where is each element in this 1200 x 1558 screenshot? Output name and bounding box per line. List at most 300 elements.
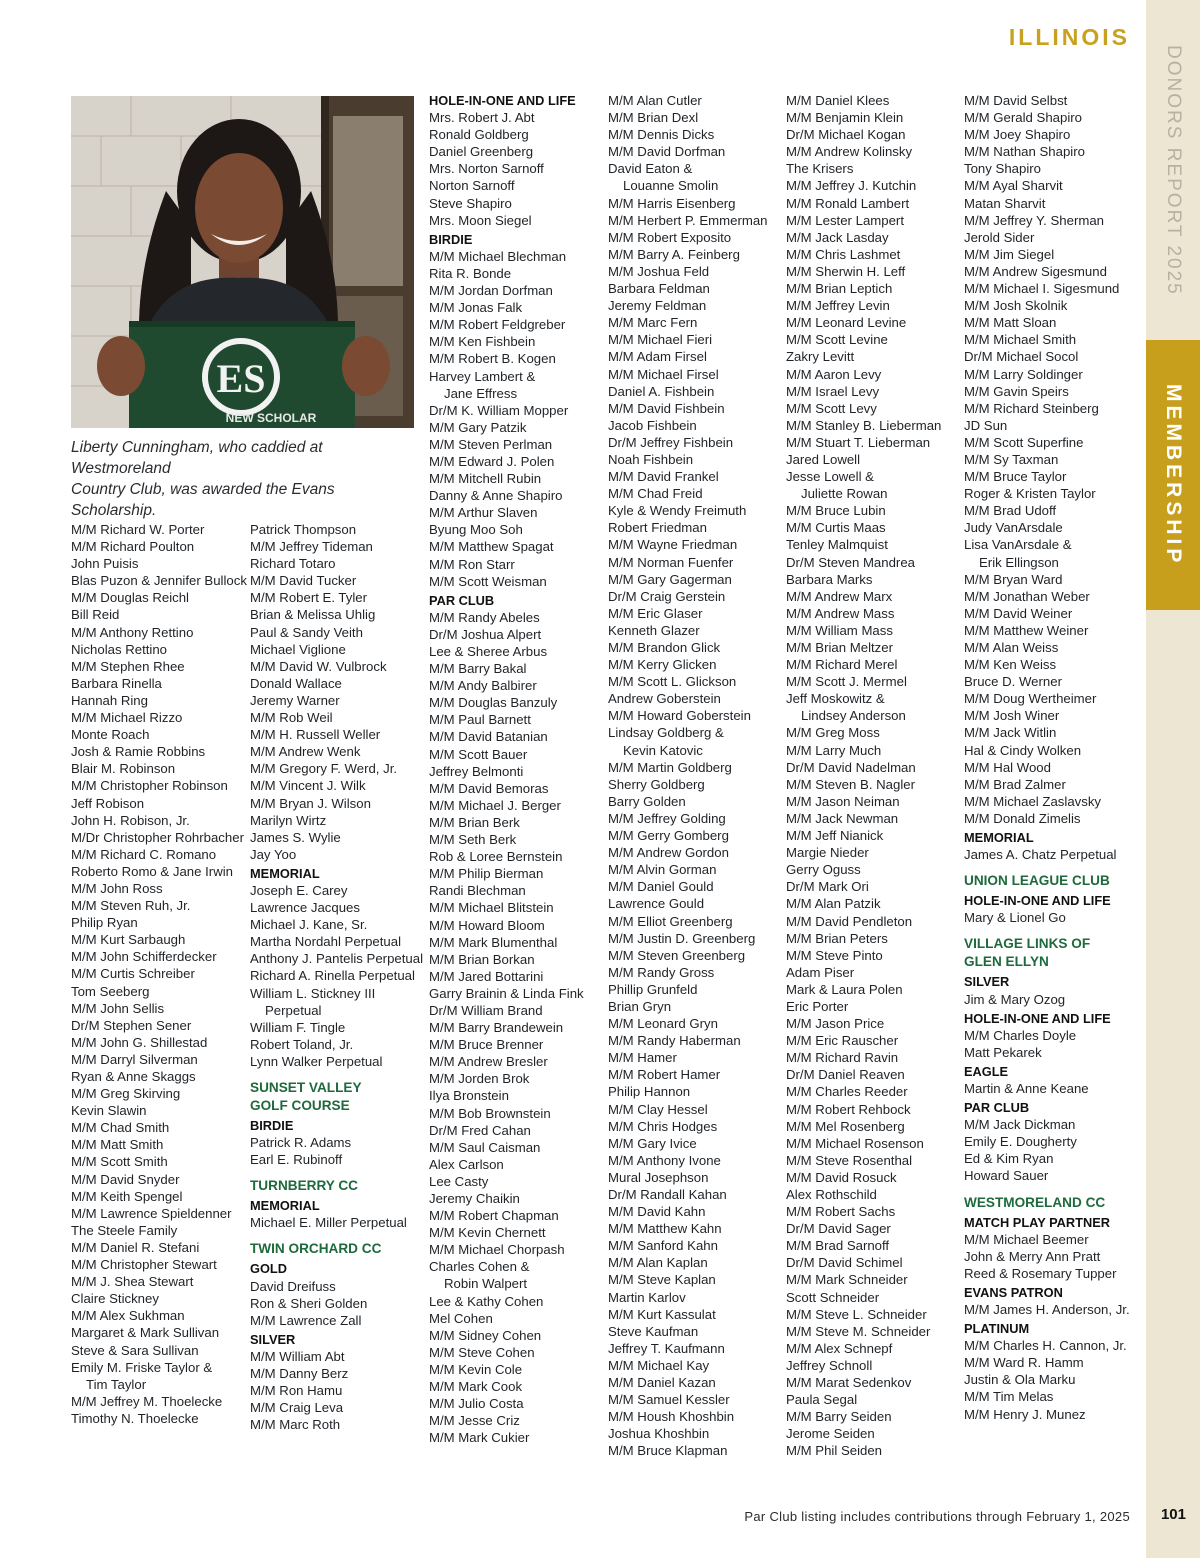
donor-name: The Steele Family: [71, 1222, 178, 1238]
donor-column-3: [429, 92, 584, 1446]
donor-name-continued: Tim Taylor: [86, 1376, 147, 1392]
donor-name: M/M Richard Steinberg: [964, 400, 1099, 416]
donor-name: M/Dr Christopher Rohrbacher: [71, 829, 244, 845]
donor-name: M/M Lawrence Zall: [250, 1312, 362, 1328]
donor-name: M/M Mark Blumenthal: [429, 934, 558, 950]
donor-name: M/M William Mass: [786, 622, 893, 638]
donor-name: M/M Richard C. Romano: [71, 846, 217, 862]
donor-name: JD Sun: [964, 417, 1008, 433]
donor-name: M/M Curtis Maas: [786, 520, 886, 536]
donor-name: M/M Sidney Cohen: [429, 1327, 542, 1343]
donor-name: M/M Charles Reeder: [786, 1084, 908, 1100]
club-heading: SUNSET VALLEY: [250, 1080, 362, 1095]
donor-name: M/M Brian Berk: [429, 814, 520, 830]
donor-name: Dr/M K. William Mopper: [429, 402, 569, 418]
donor-name: M/M Scott Superfine: [964, 434, 1084, 450]
scholar-photo: [71, 96, 414, 428]
donor-name: William L. Stickney III: [250, 985, 376, 1001]
donor-name: M/M Scott Smith: [71, 1154, 168, 1170]
donor-name: M/M Michael Firsel: [608, 366, 719, 382]
donor-name: Ilya Bronstein: [429, 1088, 509, 1104]
tier-heading: HOLE-IN-ONE AND LIFE: [429, 93, 576, 108]
donor-name: M/M Larry Soldinger: [964, 366, 1083, 382]
tier-heading: PAR CLUB: [964, 1100, 1030, 1116]
donor-name: M/M Ken Fishbein: [429, 334, 536, 350]
donor-name: M/M Brandon Glick: [608, 640, 721, 655]
donor-name: Tom Seeberg: [71, 983, 150, 999]
donor-name: Adam Piser: [786, 964, 855, 980]
donor-name: Jeff Moskowitz &: [786, 691, 885, 707]
donor-name: M/M John Schifferdecker: [71, 949, 217, 965]
donor-name: M/M Alex Schnepf: [786, 1340, 893, 1356]
donor-name: M/M Scott Bauer: [429, 746, 528, 762]
donor-name: Steve Shapiro: [429, 195, 512, 211]
donor-name: Jesse Lowell &: [786, 469, 874, 485]
donor-name: M/M Arthur Slaven: [429, 505, 538, 521]
donor-name: Harvey Lambert &: [429, 368, 536, 384]
donor-name: Monte Roach: [71, 727, 150, 743]
donor-name: Joshua Khoshbin: [608, 1426, 710, 1442]
donor-name: Phillip Grunfeld: [608, 981, 698, 997]
donor-name: Martin & Anne Keane: [964, 1080, 1089, 1096]
donor-name: M/M Douglas Banzuly: [429, 695, 558, 711]
donor-name: M/M Chad Smith: [71, 1120, 170, 1136]
page-number: 101: [1160, 1506, 1186, 1523]
donor-name: M/M Alan Kaplan: [608, 1255, 708, 1271]
donor-name: Mel Cohen: [429, 1310, 493, 1326]
donor-name: M/M Matt Smith: [71, 1137, 164, 1153]
donor-name: M/M Randy Abeles: [429, 609, 540, 625]
donor-name: M/M Jeffrey Golding: [608, 810, 726, 826]
donor-name: M/M Robert Rehbock: [786, 1101, 911, 1117]
donor-name: M/M Stanley B. Lieberman: [786, 417, 942, 433]
donor-name: Jim & Mary Ozog: [964, 991, 1066, 1007]
donor-name: M/M Jack Dickman: [964, 1117, 1076, 1133]
donor-name: Jerome Seiden: [786, 1426, 875, 1442]
donor-name: M/M Larry Much: [786, 742, 882, 758]
donor-name: Hal & Cindy Wolken: [964, 742, 1082, 758]
donor-name: M/M Jack Newman: [786, 810, 899, 826]
donor-name: Margie Nieder: [786, 845, 869, 861]
donor-name: M/M Christopher Robinson: [71, 778, 228, 794]
donor-name: Dr/M Steven Mandrea: [786, 554, 915, 570]
donor-name: M/M Mark Schneider: [786, 1272, 908, 1288]
donor-name: M/M Ronald Lambert: [786, 195, 910, 211]
donor-name: M/M Charles Doyle: [964, 1027, 1077, 1043]
donor-name: M/M Clay Hessel: [608, 1101, 708, 1117]
tier-heading: MEMORIAL: [250, 865, 320, 881]
donor-name: Dr/M Michael Socol: [964, 349, 1079, 365]
donor-name: M/M Matthew Weiner: [964, 622, 1089, 638]
donor-name: Anthony J. Pantelis Perpetual: [250, 951, 424, 967]
donor-name: M/M Eric Glaser: [608, 605, 703, 621]
donor-name: Jerold Sider: [964, 229, 1035, 245]
donor-name: M/M Randy Haberman: [608, 1033, 741, 1049]
donor-name: Lisa VanArsdale &: [964, 537, 1072, 553]
donor-name: M/M H. Russell Weller: [250, 727, 381, 743]
donor-name: Dr/M Stephen Sener: [71, 1017, 192, 1033]
donor-name: M/M Michael Fieri: [608, 332, 713, 348]
tier-heading: EAGLE: [964, 1063, 1009, 1079]
donor-name: Paul & Sandy Veith: [250, 624, 363, 640]
donor-name: M/M Barry A. Feinberg: [608, 246, 740, 262]
donor-name: M/M Steve M. Schneider: [786, 1323, 931, 1339]
donor-name: Dr/M Craig Gerstein: [608, 588, 726, 604]
donor-name: M/M Steve L. Schneider: [786, 1306, 927, 1322]
donor-name: Reed & Rosemary Tupper: [964, 1265, 1117, 1281]
donor-name: Barbara Rinella: [71, 675, 162, 691]
donor-name: M/M Josh Skolnik: [964, 298, 1068, 314]
donor-name: M/M Barry Bakal: [429, 661, 527, 677]
tier-heading: MEMORIAL: [964, 830, 1034, 846]
donor-name: Dr/M Mark Ori: [786, 879, 869, 895]
donor-name: M/M Robert E. Tyler: [250, 590, 368, 606]
donor-name: M/M Scott J. Mermel: [786, 674, 907, 690]
donor-name: M/M Martin Goldberg: [608, 759, 732, 775]
donor-name: M/M Josh Winer: [964, 708, 1060, 724]
donor-name: M/M Brian Dexl: [608, 110, 699, 126]
donor-name: M/M Gary Ivice: [608, 1135, 697, 1151]
donor-name: Josh & Ramie Robbins: [71, 744, 206, 760]
donor-name: M/M Julio Costa: [429, 1396, 524, 1412]
tier-heading: SILVER: [964, 974, 1010, 990]
donor-name: M/M Robert Chapman: [429, 1208, 559, 1224]
donor-name: Philip Hannon: [608, 1084, 691, 1100]
donor-name: M/M Keith Spengel: [71, 1188, 183, 1204]
donor-name: M/M Alan Patzik: [786, 896, 881, 912]
donor-name: M/M Housh Khoshbin: [608, 1409, 735, 1425]
donor-name: Rita R. Bonde: [429, 265, 512, 281]
caption-line: Liberty Cunningham, who caddied at Westmoreland: [71, 439, 323, 477]
donor-name: Ryan & Anne Skaggs: [71, 1069, 196, 1084]
donor-name: M/M Jeffrey Tideman: [250, 539, 373, 555]
donor-name: M/M Bruce Lubin: [786, 503, 886, 519]
donor-name: William F. Tingle: [250, 1019, 346, 1035]
donor-name: M/M William Abt: [250, 1348, 345, 1364]
donor-name: Barry Golden: [608, 793, 686, 809]
donor-name: Eric Porter: [786, 998, 849, 1014]
donor-name: Dr/M Jeffrey Fishbein: [608, 434, 734, 450]
donor-name: Howard Sauer: [964, 1168, 1049, 1184]
donor-name: M/M Andrew Wenk: [250, 744, 361, 760]
donor-name: M/M Matthew Spagat: [429, 539, 554, 555]
donor-name: M/M Scott Levine: [786, 332, 888, 348]
donor-name: M/M Steve Pinto: [786, 947, 883, 963]
donor-name: Mural Josephson: [608, 1169, 709, 1185]
donor-name: Timothy N. Thoelecke: [71, 1410, 199, 1426]
donor-name: M/M Daniel Kazan: [608, 1375, 716, 1391]
donor-name: Donald Wallace: [250, 675, 342, 691]
donor-name: M/M David Dorfman: [608, 144, 726, 160]
donor-name: M/M Vincent J. Wilk: [250, 778, 366, 794]
donor-name: Alex Carlson: [429, 1156, 504, 1172]
donor-name-continued: Perpetual: [265, 1002, 322, 1018]
donor-name: M/M Steven Ruh, Jr.: [71, 898, 191, 914]
donor-name: M/M Eric Rauscher: [786, 1033, 899, 1049]
donor-name: M/M Jason Price: [786, 1016, 885, 1032]
donor-name: Jeremy Chaikin: [429, 1191, 520, 1206]
donor-name: M/M Andrew Kolinsky: [786, 144, 913, 160]
donor-name: Michael Viglione: [250, 641, 346, 657]
donor-name: M/M Steven Greenberg: [608, 947, 746, 963]
tier-heading: BIRDIE: [250, 1118, 294, 1133]
donor-name: David Eaton &: [608, 161, 693, 177]
donor-name: Paula Segal: [786, 1392, 858, 1408]
donor-name: M/M Stuart T. Lieberman: [786, 434, 931, 450]
donor-name: Brian Gryn: [608, 998, 672, 1014]
tier-heading: HOLE-IN-ONE AND LIFE: [964, 893, 1111, 909]
donor-name: Ron & Sheri Golden: [250, 1295, 368, 1311]
donor-name: M/M Richard Merel: [786, 657, 898, 673]
donor-name: Daniel A. Fishbein: [608, 383, 715, 399]
donor-name: M/M Jesse Criz: [429, 1413, 520, 1429]
donor-name: Judy VanArsdale: [964, 520, 1063, 536]
donor-name: M/M David Snyder: [71, 1171, 180, 1187]
donor-name: M/M Jeffrey Y. Sherman: [964, 212, 1104, 228]
donor-name: M/M Mark Cukier: [429, 1430, 530, 1446]
donor-name: Emily E. Dougherty: [964, 1134, 1077, 1150]
donor-name: M/M Andy Balbirer: [429, 678, 537, 694]
donor-name: M/M Daniel R. Stefani: [71, 1239, 200, 1255]
donor-name: Brian & Melissa Uhlig: [250, 607, 376, 623]
donor-name: Gerry Oguss: [786, 862, 861, 878]
donor-name: M/M Randy Gross: [608, 964, 715, 980]
donor-name: M/M Craig Leva: [250, 1400, 344, 1416]
donor-name: M/M Israel Levy: [786, 383, 880, 399]
donor-name: Lindsay Goldberg &: [608, 725, 724, 741]
donor-name: M/M Marc Roth: [250, 1417, 341, 1433]
donor-name: M/M Gregory F. Werd, Jr.: [250, 761, 398, 777]
donor-name: M/M Michael Blitstein: [429, 900, 554, 916]
donor-name: M/M Gavin Speirs: [964, 383, 1069, 399]
donor-name: The Krisers: [786, 161, 854, 177]
donor-name: Justin & Ola Marku: [964, 1372, 1076, 1388]
donor-name: M/M Andrew Mass: [786, 605, 895, 621]
donor-name: M/M Chad Freid: [608, 486, 703, 502]
donor-name: M/M Brad Sarnoff: [786, 1238, 890, 1254]
donor-name: M/M Mitchell Rubin: [429, 471, 542, 487]
club-heading: GOLF COURSE: [250, 1098, 350, 1113]
donor-name: M/M Steven B. Nagler: [786, 776, 915, 792]
donor-name: M/M Michael Zaslavsky: [964, 793, 1102, 809]
donor-name: M/M Hamer: [608, 1050, 677, 1066]
donor-name: M/M Ken Weiss: [964, 657, 1057, 673]
donor-name: Jeremy Warner: [250, 692, 340, 708]
donor-name: M/M Kerry Glicken: [608, 657, 717, 673]
donor-name: M/M John Ross: [71, 880, 163, 896]
donor-name: M/M J. Shea Stewart: [71, 1274, 194, 1290]
donor-name: M/M Alex Sukhman: [71, 1308, 185, 1324]
donor-name: M/M Greg Skirving: [71, 1086, 181, 1102]
donor-name: M/M Michael Rosenson: [786, 1135, 924, 1151]
donor-name-continued: Jane Effress: [444, 385, 518, 401]
scholar-photo-illustration: [71, 96, 414, 428]
membership-tab: [1146, 340, 1200, 610]
donor-name: M/M Jorden Brok: [429, 1071, 530, 1087]
donor-name: M/M Michael Rizzo: [71, 710, 183, 726]
donor-name: M/M Andrew Gordon: [608, 845, 729, 861]
donor-name: M/M Sy Taxman: [964, 451, 1059, 467]
donor-name: M/M Bruce Taylor: [964, 469, 1067, 485]
donor-name: Dr/M William Brand: [429, 1002, 543, 1018]
donor-column-1: [71, 521, 247, 1427]
donor-name: M/M Norman Fuenfer: [608, 554, 734, 570]
donor-name: Michael J. Kane, Sr.: [250, 917, 368, 933]
donor-name: M/M Sherwin H. Leff: [786, 263, 906, 279]
donor-name: M/M Adam Firsel: [608, 349, 707, 365]
donor-name: M/M Kevin Chernett: [429, 1225, 546, 1241]
donor-name: Roger & Kristen Taylor: [964, 486, 1096, 502]
donor-name: Lee Casty: [429, 1173, 489, 1189]
flag-emblem-letters: ES: [216, 356, 266, 401]
donor-name: Bill Reid: [71, 607, 120, 623]
donor-name: Lawrence Jacques: [250, 900, 360, 916]
donor-name: Nicholas Rettino: [71, 641, 168, 657]
donor-name: M/M Gary Patzik: [429, 419, 527, 435]
donor-name: Jeffrey Schnoll: [786, 1357, 873, 1373]
flag-text: NEW SCHOLAR: [225, 411, 317, 425]
report-title-vertical: [1146, 0, 1200, 340]
donor-column-2: [250, 521, 423, 1433]
donor-name: M/M Herbert P. Emmerman: [608, 212, 768, 228]
donor-name: Kyle & Wendy Freimuth: [608, 503, 747, 519]
donor-name: Charles Cohen &: [429, 1259, 530, 1275]
donor-name: M/M Jordan Dorfman: [429, 283, 553, 299]
donor-name: M/M Danny Berz: [250, 1366, 349, 1382]
donor-name: M/M Greg Moss: [786, 725, 880, 741]
donor-name: Ronald Goldberg: [429, 127, 529, 143]
donor-name: John & Merry Ann Pratt: [964, 1248, 1101, 1264]
donor-name: M/M Hal Wood: [964, 759, 1051, 775]
donor-name: M/M Aaron Levy: [786, 366, 882, 382]
donor-name: M/M Kurt Kassulat: [608, 1306, 716, 1322]
donor-name: M/M Andrew Marx: [786, 588, 893, 604]
report-title-text: DONORS REPORT 2025: [1163, 44, 1184, 296]
donor-name: M/M Charles H. Cannon, Jr.: [964, 1338, 1127, 1354]
donor-name: M/M Kurt Sarbaugh: [71, 932, 186, 948]
donor-name: M/M Jack Lasday: [786, 229, 889, 245]
donor-name: Roberto Romo & Jane Irwin: [71, 863, 233, 879]
donor-name: Dr/M Daniel Reaven: [786, 1067, 905, 1083]
donor-name: M/M Robert Exposito: [608, 229, 732, 245]
donor-name: M/M Bruce Brenner: [429, 1037, 544, 1053]
donor-name: M/M Matthew Kahn: [608, 1221, 722, 1237]
donor-name: M/M Michael I. Sigesmund: [964, 281, 1120, 297]
donor-name: M/M Kevin Cole: [429, 1361, 523, 1377]
donor-name: Joseph E. Carey: [250, 882, 348, 898]
donor-name: M/M Stephen Rhee: [71, 658, 185, 674]
donor-name: M/M Brad Udoff: [964, 503, 1057, 519]
donor-name: John H. Robison, Jr.: [71, 812, 190, 828]
donor-name: Dr/M Randall Kahan: [608, 1187, 727, 1202]
donor-name: Dr/M Fred Cahan: [429, 1122, 531, 1138]
donor-name: M/M Rob Weil: [250, 710, 333, 726]
donor-name: Dr/M David Schimel: [786, 1255, 903, 1271]
donor-column-6: [964, 92, 1130, 1423]
donor-name: Barbara Marks: [786, 571, 873, 587]
donor-name-continued: Lindsey Anderson: [801, 708, 906, 724]
donor-name: Rob & Loree Bernstein: [429, 849, 563, 865]
donor-name: M/M Seth Berk: [429, 832, 517, 848]
donor-name: Dr/M Michael Kogan: [786, 127, 906, 143]
donor-name: M/M Brian Peters: [786, 930, 888, 946]
donor-name: M/M Richard Ravin: [786, 1050, 899, 1066]
donor-name: M/M Marat Sedenkov: [786, 1375, 912, 1391]
donor-name: M/M Darryl Silverman: [71, 1051, 198, 1067]
donor-name: M/M Bryan J. Wilson: [250, 795, 371, 811]
donor-name: M/M Alan Weiss: [964, 640, 1059, 655]
donor-name: M/M Alvin Gorman: [608, 862, 717, 878]
footer-note: Par Club listing includes contributions through February 1, 2025: [744, 1509, 1130, 1524]
donor-name: M/M Barry Seiden: [786, 1409, 892, 1425]
donor-name: Mark & Laura Polen: [786, 981, 903, 997]
donor-name: Mary & Lionel Go: [964, 910, 1066, 926]
tier-heading: SILVER: [250, 1331, 296, 1347]
donor-name: M/M David Bemoras: [429, 780, 549, 796]
donor-name: M/M Saul Caisman: [429, 1139, 541, 1155]
donor-name: M/M John G. Shillestad: [71, 1034, 208, 1050]
donor-name: M/M Jeffrey M. Thoelecke: [71, 1393, 223, 1409]
donor-name: M/M Ron Hamu: [250, 1383, 343, 1399]
donor-name: Andrew Goberstein: [608, 691, 721, 707]
donor-name: M/M Jonathan Weber: [964, 588, 1090, 604]
donor-name: John Puisis: [71, 556, 139, 572]
donor-name: M/M Jeffrey Levin: [786, 298, 890, 314]
donor-name: Tenley Malmquist: [786, 537, 888, 553]
donor-name: M/M Jack Witlin: [964, 725, 1057, 741]
donor-name: M/M David Batanian: [429, 729, 548, 745]
donor-name: M/M Justin D. Greenberg: [608, 930, 756, 946]
club-heading: UNION LEAGUE CLUB: [964, 873, 1110, 889]
donor-name: Noah Fishbein: [608, 451, 694, 467]
donor-name: M/M Gerry Gomberg: [608, 828, 729, 844]
donor-name: Robert Friedman: [608, 520, 707, 536]
membership-tab-label: MEMBERSHIP: [1162, 383, 1185, 567]
donor-name-continued: Robin Walpert: [444, 1276, 528, 1292]
club-heading: TWIN ORCHARD CC: [250, 1241, 382, 1257]
donor-name: Kenneth Glazer: [608, 622, 700, 638]
donor-name: Margaret & Mark Sullivan: [71, 1325, 220, 1341]
donor-name: Jeremy Feldman: [608, 298, 707, 314]
donor-name: M/M Phil Seiden: [786, 1443, 883, 1459]
donor-name: M/M Elliot Greenberg: [608, 913, 733, 929]
donor-name: M/M Daniel Gould: [608, 879, 714, 895]
tier-heading: GOLD: [250, 1261, 287, 1277]
donor-name: M/M Lawrence Spieldenner: [71, 1205, 232, 1221]
donor-name: Mrs. Moon Siegel: [429, 212, 532, 228]
donor-name: M/M Michael Beemer: [964, 1231, 1089, 1247]
donor-name: M/M Bob Brownstein: [429, 1105, 551, 1121]
tier-heading: PAR CLUB: [429, 592, 495, 608]
donor-name: Lee & Kathy Cohen: [429, 1293, 544, 1309]
donor-name: M/M Henry J. Munez: [964, 1406, 1086, 1422]
donor-name: M/M Philip Bierman: [429, 866, 544, 882]
donor-name: M/M Joey Shapiro: [964, 127, 1071, 143]
donor-name: M/M Howard Goberstein: [608, 708, 751, 724]
donor-name: Earl E. Rubinoff: [250, 1152, 343, 1168]
donor-name: M/M Jonas Falk: [429, 300, 523, 316]
donor-name: Emily M. Friske Taylor &: [71, 1359, 213, 1375]
section-title: ILLINOIS: [1008, 24, 1130, 50]
donor-name: M/M Benjamin Klein: [786, 110, 904, 126]
donor-name: M/M Nathan Shapiro: [964, 144, 1085, 160]
donor-name: M/M Michael Chorpash: [429, 1242, 565, 1258]
donor-name: M/M Alan Cutler: [608, 93, 702, 108]
donor-name: M/M Ron Starr: [429, 556, 515, 572]
donor-name: M/M Michael Kay: [608, 1357, 710, 1373]
donor-name: Martha Nordahl Perpetual: [250, 934, 402, 950]
donor-name: Jared Lowell: [786, 451, 861, 467]
